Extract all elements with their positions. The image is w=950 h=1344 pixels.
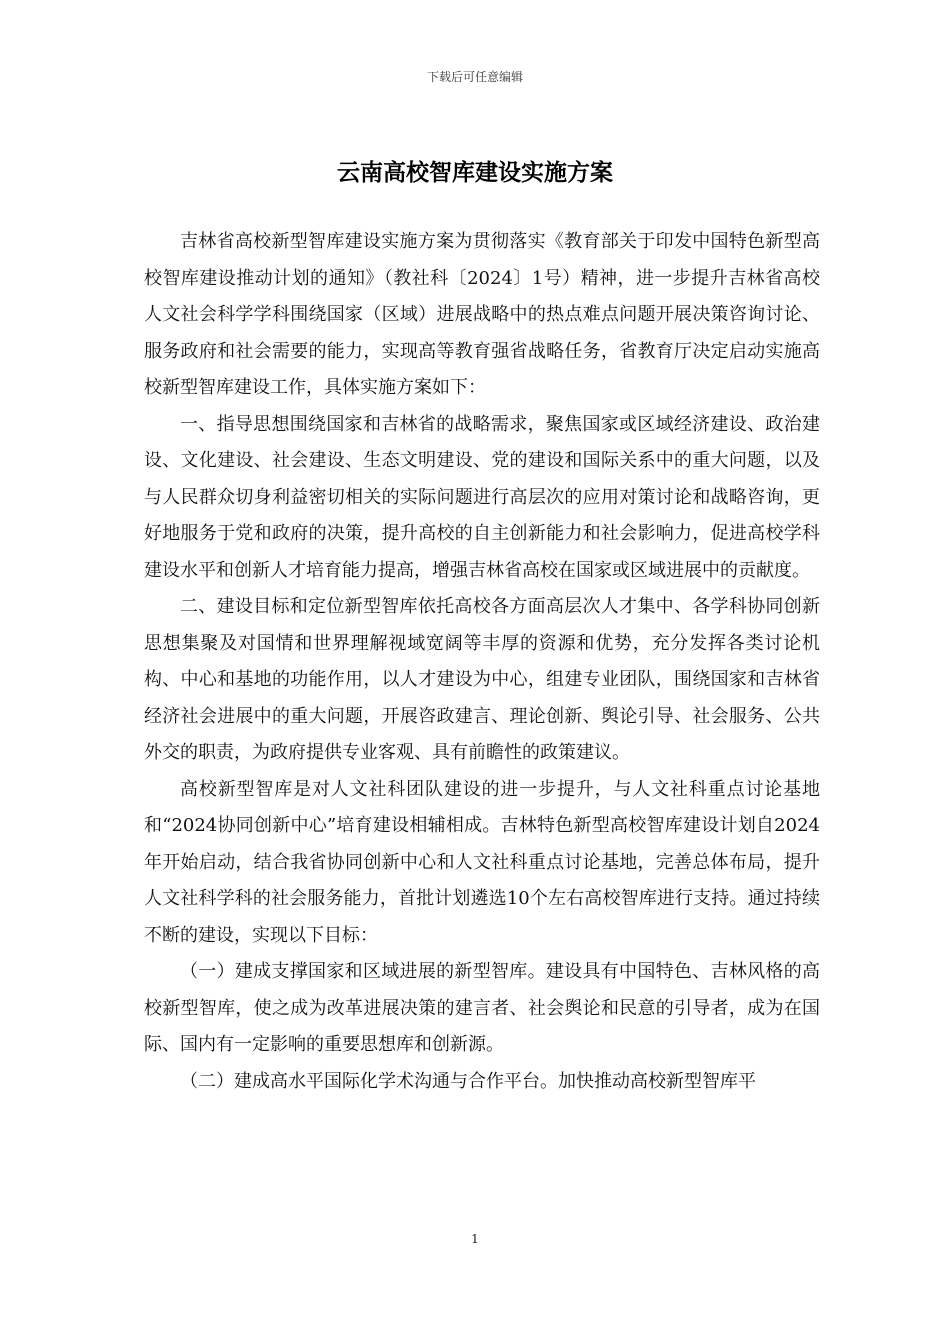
paragraph-goals-positioning: 二、建设目标和定位新型智库依托高校各方面高层次人才集中、各学科协同创新思想集聚及对国情和世界理解视域宽阔等丰厚的资源和优势，充分发挥各类讨论机构、中心和基地的功能作用，以人才建设为中心，组建专业团队，围绕国家和吉林省经济社会进展中的重大问题，开展咨政建言、理论创新、舆论引导、社会服务、公共外交的职责，为政府提供专业客观、具有前瞻性的政策建议。 <box>144 596 820 763</box>
paragraph-goal-1: （一）建成支撑国家和区域进展的新型智库。建设具有中国特色、吉林风格的高校新型智库，使之成为改革进展决策的建言者、社会舆论和民意的引导者，成为在国际、国内有一定影响的重要思想库和创新源。 <box>144 961 820 1055</box>
paragraph-think-tank-plan: 高校新型智库是对人文社科团队建设的进一步提升，与人文社科重点讨论基地和“2024协同创新中心”培育建设相辅相成。吉林特色新型高校智库建设计划自2024年开始启动，结合我省协同创新中心和人文社科重点讨论基地，完善总体布局，提升人文社科学科的社会服务能力，首批计划遴选10个左右高校智库进行支持。通过持续不断的建设，实现以下目标： <box>144 778 820 946</box>
paragraph-guiding-ideology: 一、指导思想围绕国家和吉林省的战略需求，聚焦国家或区域经济建设、政治建设、文化建设、社会建设、生态文明建设、党的建设和国际关系中的重大问题，以及与人民群众切身利益密切相关的实际问题进行高层次的应用对策讨论和战略咨询，更好地服务于党和政府的决策，提升高校的自主创新能力和社会影响力，促进高校学科建设水平和创新人才培育能力提高，增强吉林省高校在国家或区域进展中的贡献度。 <box>144 413 820 581</box>
paragraph-intro: 吉林省高校新型智库建设实施方案为贯彻落实《教育部关于印发中国特色新型高校智库建设推动计划的通知》（教社科〔2024〕1号）精神，进一步提升吉林省高校人文社会科学学科围绕国家（区域）进展战略中的热点难点问题开展决策咨询讨论、服务政府和社会需要的能力，实现高等教育强省战略任务，省教育厅决定启动实施高校新型智库建设工作，具体实施方案如下： <box>144 231 820 398</box>
paragraph-goal-2: （二）建成高水平国际化学术沟通与合作平台。加快推动高校新型智库平 <box>180 1070 756 1092</box>
document-body <box>144 224 820 1100</box>
document-title: 云南高校智库建设实施方案 <box>337 159 613 186</box>
header-note: 下载后可任意编辑 <box>426 70 523 84</box>
page-number: 1 <box>471 1232 479 1246</box>
